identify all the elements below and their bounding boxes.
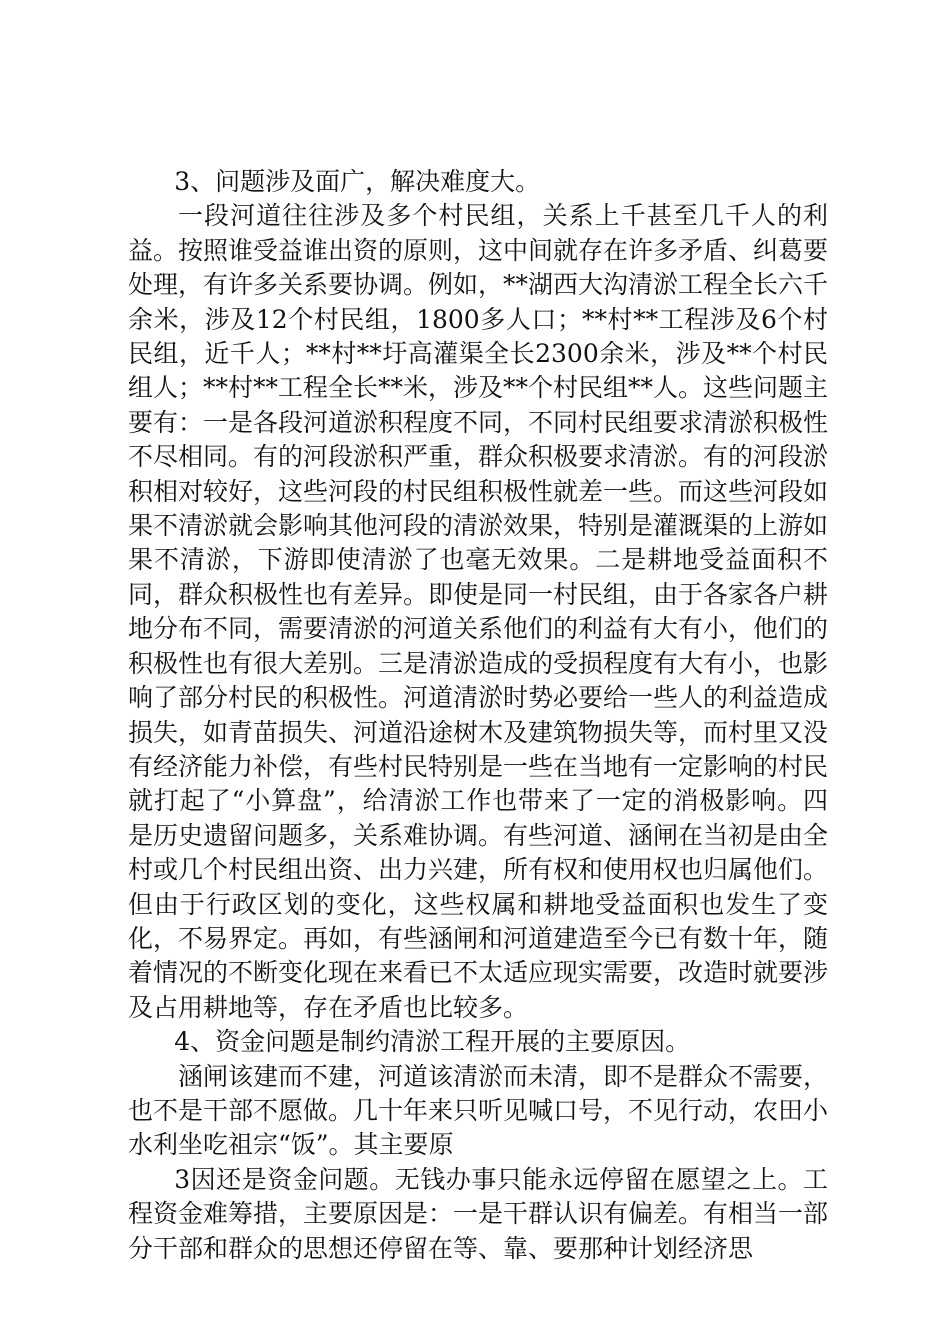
section-heading-4: 4、资金问题是制约清淤工程开展的主要原因。	[174, 1027, 691, 1057]
paragraph-funding: 涵闸该建而不建，河道该清淤而未清，即不是群众不需要，也不是干部不愿做。几十年来只听见喊口号，不见行动，农田小水利坐吃祖宗“饭”。其主要原	[128, 1061, 829, 1160]
document-body	[128, 165, 828, 1266]
paragraph-funding-continued: 3因还是资金问题。无钱办事只能永远停留在愿望之上。工程资金难筹措，主要原因是：一是干群认识有偏差。有相当一部分干部和群众的思想还停留在等、靠、要那种计划经济思	[128, 1164, 829, 1263]
section-heading-3: 3、问题涉及面广，解决难度大。	[174, 167, 541, 196]
paragraph-issues: 一段河道往往涉及多个村民组，关系上千甚至几千人的利益。按照谁受益谁出资的原则，这中间就存在许多矛盾、纠葛要处理，有许多关系要协调。例如，**湖西大沟清淤工程全长六千余米，涉及12个村民组，1800多人口；**村**工程涉及6个村民组，近千人；**村**圩高灌渠全长2300余米，涉及**个村民组人；**村**工程全长**米，涉及**个村民组**人。这些问题主要有：一是各段河道淤积程度不同，不同村民组要求清淤积极性不尽相同。有的河段淤积严重，群众积极要求清淤。有的河段淤积相对较好，这些河段的村民组积极性就差一些。而这些河段如果不清淤就会影响其他河段的清淤效果，特别是灌溉渠的上游如果不清淤，下游即使清淤了也毫无效果。二是耕地受益面积不同，群众积极性也有差异。即使是同一村民组，由于各家各户耕地分布不同，需要清淤的河道关系他们的利益有大有小，他们的积极性也有很大差别。三是清淤造成的受损程度有大有小，也影响了部分村民的积极性。河道清淤时势必要给一些人的利益造成损失，如青苗损失、河道沿途树木及建筑物损失等，而村里又没有经济能力补偿，有些村民特别是一些在当地有一定影响的村民就打起了“小算盘”，给清淤工作也带来了一定的消极影响。四是历史遗留问题多，关系难协调。有些河道、涵闸在当初是由全村或几个村民组出资、出力兴建，所有权和使用权也归属他们。但由于行政区划的变化，这些权属和耕地受益面积也发生了变化，不易界定。再如，有些涵闸和河道建造至今已有数十年，随着情况的不断变化现在来看已不太适应现实需要，改造时就要涉及占用耕地等，存在矛盾也比较多。	[128, 201, 829, 1022]
